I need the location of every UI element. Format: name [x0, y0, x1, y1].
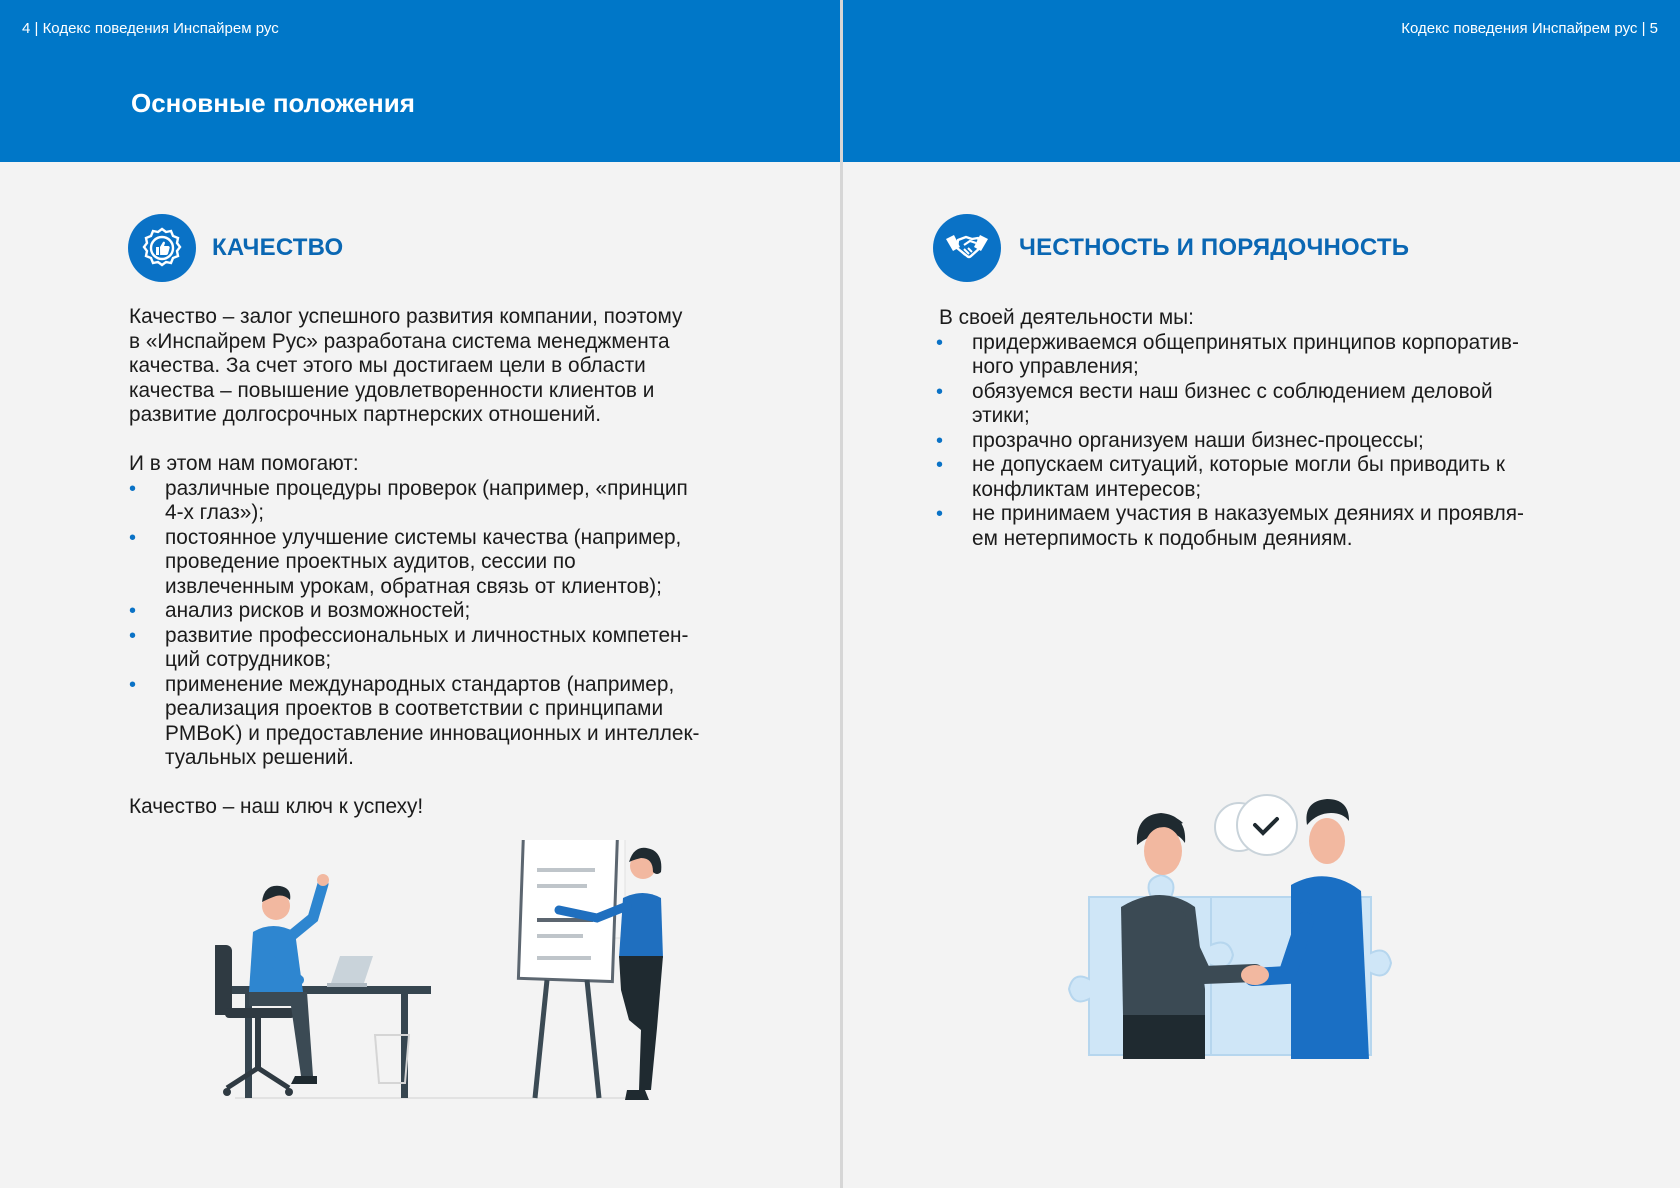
running-header-left: 4 | Кодекс поведения Инспайрем рус [22, 20, 279, 37]
list-item: • придерживаемся общепринятых принципов корпоратив- ного управления; [936, 330, 1519, 378]
intro-line: в «Инспайрем Рус» разработана система менеджмента [129, 329, 670, 353]
intro-line: Качество – залог успешного развития компании, поэтому [129, 305, 683, 328]
section-title: Основные положения [131, 88, 415, 118]
integrity-body [936, 306, 1596, 551]
closing-line: Качество – наш ключ к успеху! [129, 795, 424, 818]
bullet-dot: • [129, 624, 137, 647]
quality-bullet-list [129, 477, 769, 771]
integrity-intro: В своей деятельности мы: [939, 306, 1194, 329]
bullet-dot: • [129, 673, 137, 696]
running-header-right: Кодекс поведения Инспайрем рус | 5 [1401, 20, 1658, 37]
intro-line: развитие долгосрочных партнерских отношений. [129, 403, 601, 426]
list-item: • постоянное улучшение системы качества (например, проведение проектных аудитов, сессии по извлеченным урокам, обратная связь от клиентов); [129, 525, 682, 598]
integrity-bullet-list [936, 331, 1596, 552]
bullet-dot: • [936, 429, 944, 452]
list-item: • различные процедуры проверок (например, «принцип 4-х глаз»); [129, 476, 688, 524]
handshake-puzzle-illustration [1039, 785, 1489, 1085]
list-item: • не принимаем участия в наказуемых деяниях и проявля- ем нетерпимость к подобным деяниям. [936, 502, 1524, 550]
list-item: • обязуемся вести наш бизнес с соблюдением деловой этики; [936, 379, 1493, 427]
helpers-intro: И в этом нам помогают: [129, 452, 359, 475]
bullet-dot: • [936, 454, 944, 476]
list-item: • применение международных стандартов (например, реализация проектов в соответствии с принципами PMBoK) и предоставление инновационных и интеллек- туальных решений. [129, 672, 700, 769]
list-item: • анализ рисков и возможностей; [129, 599, 471, 622]
quality-medal-icon [128, 214, 196, 282]
bullet-dot: • [936, 331, 944, 354]
list-item: • не допускаем ситуаций, которые могли бы приводить к конфликтам интересов; [936, 453, 1506, 501]
office-presentation-illustration [215, 840, 725, 1110]
list-item: • прозрачно организуем наши бизнес-процессы; [936, 428, 1424, 452]
intro-line: качества – повышение удовлетворенности клиентов и [129, 378, 655, 402]
quality-body [129, 305, 769, 820]
bullet-dot: • [129, 477, 137, 500]
heading-quality: КАЧЕСТВО [212, 234, 344, 261]
list-item: • развитие профессиональных и личностных компетен- ций сотрудников; [129, 623, 689, 671]
bullet-dot: • [129, 526, 137, 549]
intro-line: качества. За счет этого мы достигаем цели в области [129, 354, 646, 377]
heading-integrity: ЧЕСТНОСТЬ И ПОРЯДОЧНОСТЬ [1019, 234, 1410, 261]
bullet-dot: • [936, 503, 944, 525]
bullet-dot: • [129, 600, 137, 622]
bullet-dot: • [936, 380, 944, 403]
handshake-icon [933, 214, 1001, 282]
right-page [843, 0, 1680, 1188]
